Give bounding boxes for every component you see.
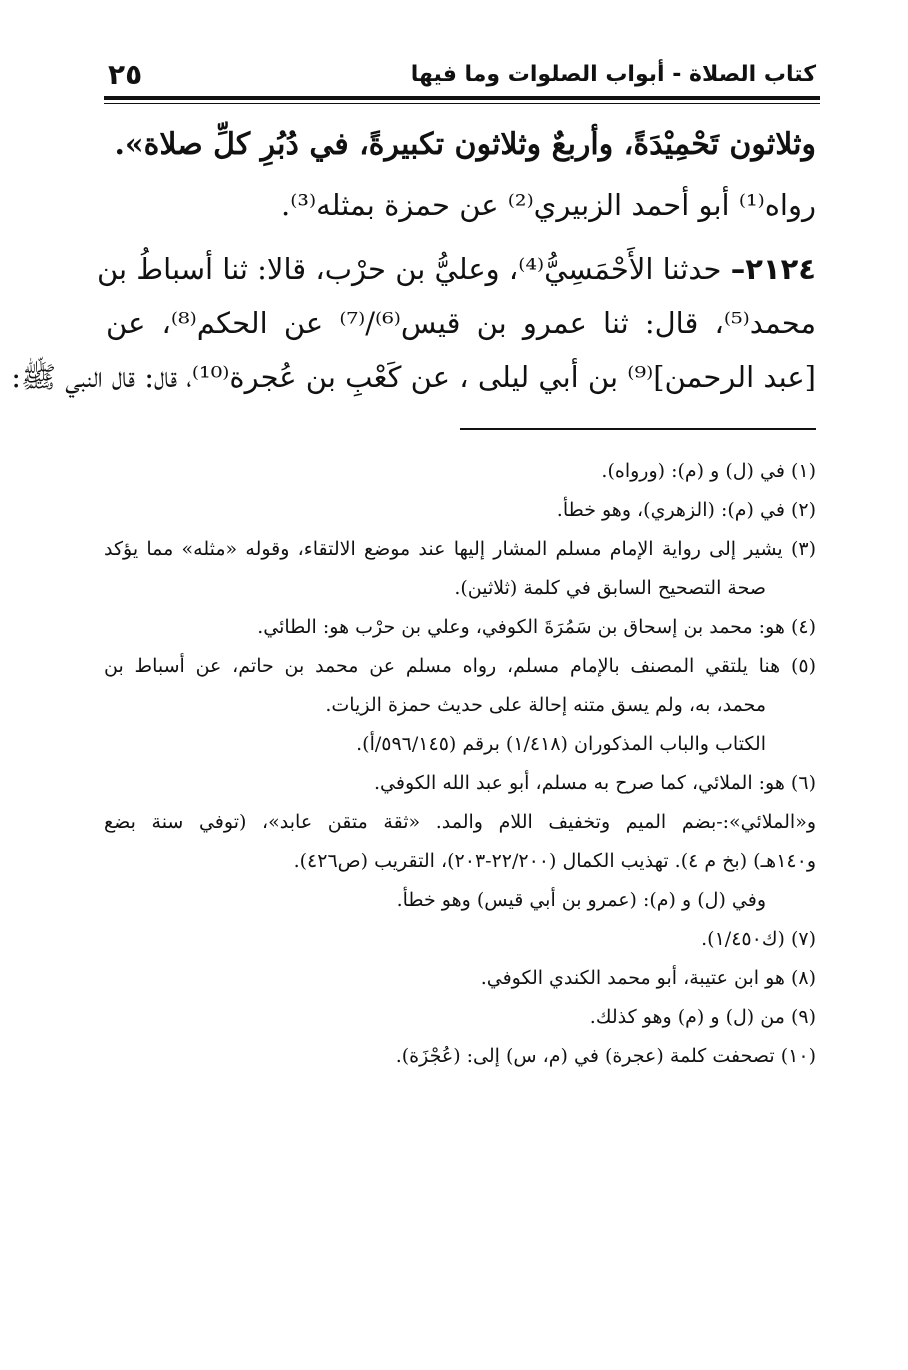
page-number: ٢٥: [108, 58, 143, 91]
header-rule-thin: [104, 103, 820, 104]
footnote-line: (١٠) تصحفت كلمة (عجرة) في (م، س) إلى: (عُجْزَة).: [395, 1045, 816, 1067]
main-line: محمد⁽⁵⁾، قال: ثنا عمرو بن قيس⁽⁶⁾/⁽⁷⁾ عن الحكم⁽⁸⁾، عن: [106, 306, 816, 340]
footnote-line: و١٤٠هـ) (بخ م ٤). تهذيب الكمال (٢٢/٢٠٠-٢٠٣)، التقريب (ص٤٢٦).: [293, 850, 816, 872]
footnote-line: (٨) هو ابن عتيبة، أبو محمد الكندي الكوفي.: [480, 967, 816, 989]
footnote-line: و«الملائي»:-بضم الميم وتخفيف اللام والمد. «ثقة متقن عابد»، (توفي سنة بضع: [104, 811, 816, 833]
running-title: كتاب الصلاة - أبواب الصلوات وما فيها: [410, 62, 816, 87]
main-line: [96, 242, 816, 296]
main-text: [11, 118, 816, 404]
main-line: رواه⁽¹⁾ أبو أحمد الزبيري⁽²⁾ عن حمزة بمثله⁽³⁾.: [281, 188, 816, 222]
main-line: [عبد الرحمن]⁽⁹⁾ بن أبي ليلى ، عن كَعْبِ بن عُجرة⁽¹⁰⁾، قال: قال النبي ﷺ:: [11, 360, 816, 394]
footnote-line: (٧) (ك١/٤٥٠).: [701, 928, 816, 950]
hadith-number: ٢١٢٤–: [730, 252, 816, 286]
footnote-line: (٥) هنا يلتقي المصنف بالإمام مسلم، رواه مسلم عن محمد بن حاتم، عن أسباط بن: [104, 655, 816, 677]
footnote-line: (٩) من (ل) و (م) وهو كذلك.: [589, 1006, 816, 1028]
footnotes: [104, 452, 816, 1076]
header-rule-thick: [104, 96, 820, 100]
footnote-line: (١) في (ل) و (م): (ورواه).: [601, 460, 816, 482]
footnote-line: (٦) هو: الملائي، كما صرح به مسلم، أبو عبد الله الكوفي.: [373, 772, 816, 794]
footnote-line: (٤) هو: محمد بن إسحاق بن سَمُرَةَ الكوفي، وعلي بن حرْب هو: الطائي.: [257, 616, 816, 638]
footnote-line: وفي (ل) و (م): (عمرو بن أبي قيس) وهو خطأ.: [396, 889, 766, 911]
footnote-line: صحة التصحيح السابق في كلمة (ثلاثين).: [454, 577, 766, 599]
footnote-line: محمد، به، ولم يسق متنه إحالة على حديث حمزة الزيات.: [325, 694, 766, 716]
footnote-line: (٣) يشير إلى رواية الإمام مسلم المشار إليها عند موضع الالتقاء، وقوله «مثله» مما يؤكد: [104, 538, 816, 560]
footnote-separator: [460, 428, 816, 430]
page-header: [108, 58, 816, 96]
main-line: وثلاثون تَحْمِيْدَةً، وأربعٌ وثلاثون تكبيرةً، في دُبُرِ كلِّ صلاة».: [114, 127, 816, 162]
footnote-line: (٢) في (م): (الزهري)، وهو خطأ.: [556, 499, 816, 521]
footnote-line: الكتاب والباب المذكوران (١/٤١٨) برقم (٥٩٦/١٤٥/أ).: [356, 733, 766, 755]
main-line-text: حدثنا الأَحْمَسِيُّ⁽⁴⁾، وعليُّ بن حرْب، قالا: ثنا أسباطُ بن: [96, 252, 722, 286]
